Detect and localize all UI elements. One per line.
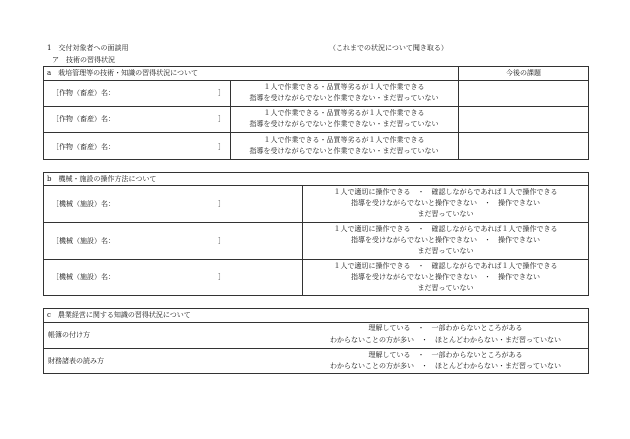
bracket-close: ］	[218, 143, 225, 151]
bracket-close: ］	[218, 115, 225, 123]
status-options-line1: 理解している ・ 一部わからないところがある	[368, 324, 523, 332]
crop-name-label: ［作物（畜産）名：	[52, 115, 115, 123]
status-options-line2: 指導を受けながらでないと作業できない・まだ習っていない	[249, 94, 439, 102]
status-options-line2: 指導を受けながらでないと操作できない ・ 操作できない	[351, 273, 540, 281]
machine-name-label: ［機械（施設）名：	[52, 200, 115, 208]
status-options-line2: 指導を受けながらでないと操作できない ・ 操作できない	[351, 236, 540, 244]
status-options-line2: わからないことの方が多い ・ ほとんどわからない・まだ習っていない	[330, 362, 561, 370]
bracket-close: ］	[218, 237, 225, 245]
machine-name-label: ［機械（施設）名：	[52, 273, 115, 281]
machine-name-label: ［機械（施設）名：	[52, 237, 115, 245]
status-options-line2: 指導を受けながらでないと作業できない・まだ習っていない	[249, 120, 439, 128]
status-options-line1: １人で作業できる・品質等劣るが１人で作業できる	[263, 109, 425, 117]
section-c-title: c 農業経営に関する知識の習得状況について	[47, 311, 191, 319]
crop-name-label: ［作物（畜産）名：	[52, 143, 115, 151]
subsection-title: ア 技術の習得状況	[52, 56, 115, 64]
bracket-close: ］	[218, 200, 225, 208]
status-options-line1: 理解している ・ 一部わからないところがある	[368, 351, 523, 359]
status-options-line1: １人で作業できる・品質等劣るが１人で作業できる	[263, 83, 425, 91]
status-options-line2: 指導を受けながらでないと操作できない ・ 操作できない	[351, 199, 540, 207]
status-options-line3: まだ習っていない	[417, 247, 474, 255]
interview-note: （これまでの状況について聞き取る）	[329, 44, 448, 52]
bookkeeping-label: 帳簿の付け方	[48, 331, 90, 339]
section-b-title: b 機械・施設の操作方法について	[47, 175, 157, 183]
status-options-line2: わからないことの方が多い ・ ほとんどわからない・まだ習っていない	[330, 336, 561, 344]
section-a-title: a 栽培管理等の技術・知識の習得状況について	[47, 69, 199, 77]
status-options-line3: まだ習っていない	[417, 210, 474, 218]
status-options-line3: まだ習っていない	[417, 284, 474, 292]
status-options-line1: １人で適切に操作できる ・ 確認しながらであれば１人で操作できる	[333, 188, 558, 196]
status-options-line1: １人で作業できる・品質等劣るが１人で作業できる	[263, 136, 425, 144]
crop-name-label: ［作物（畜産）名：	[52, 89, 115, 97]
status-options-line1: １人で適切に操作できる ・ 確認しながらであれば１人で操作できる	[333, 262, 558, 270]
financial-statements-label: 財務諸表の読み方	[48, 357, 104, 365]
section-title: 1 交付対象者への面談用	[47, 44, 129, 52]
status-options-line2: 指導を受けながらでないと作業できない・まだ習っていない	[249, 147, 439, 155]
status-options-line1: １人で適切に操作できる ・ 確認しながらであれば１人で操作できる	[333, 225, 558, 233]
future-tasks-header: 今後の課題	[506, 69, 541, 77]
bracket-close: ］	[218, 89, 225, 97]
bracket-close: ］	[218, 273, 225, 281]
